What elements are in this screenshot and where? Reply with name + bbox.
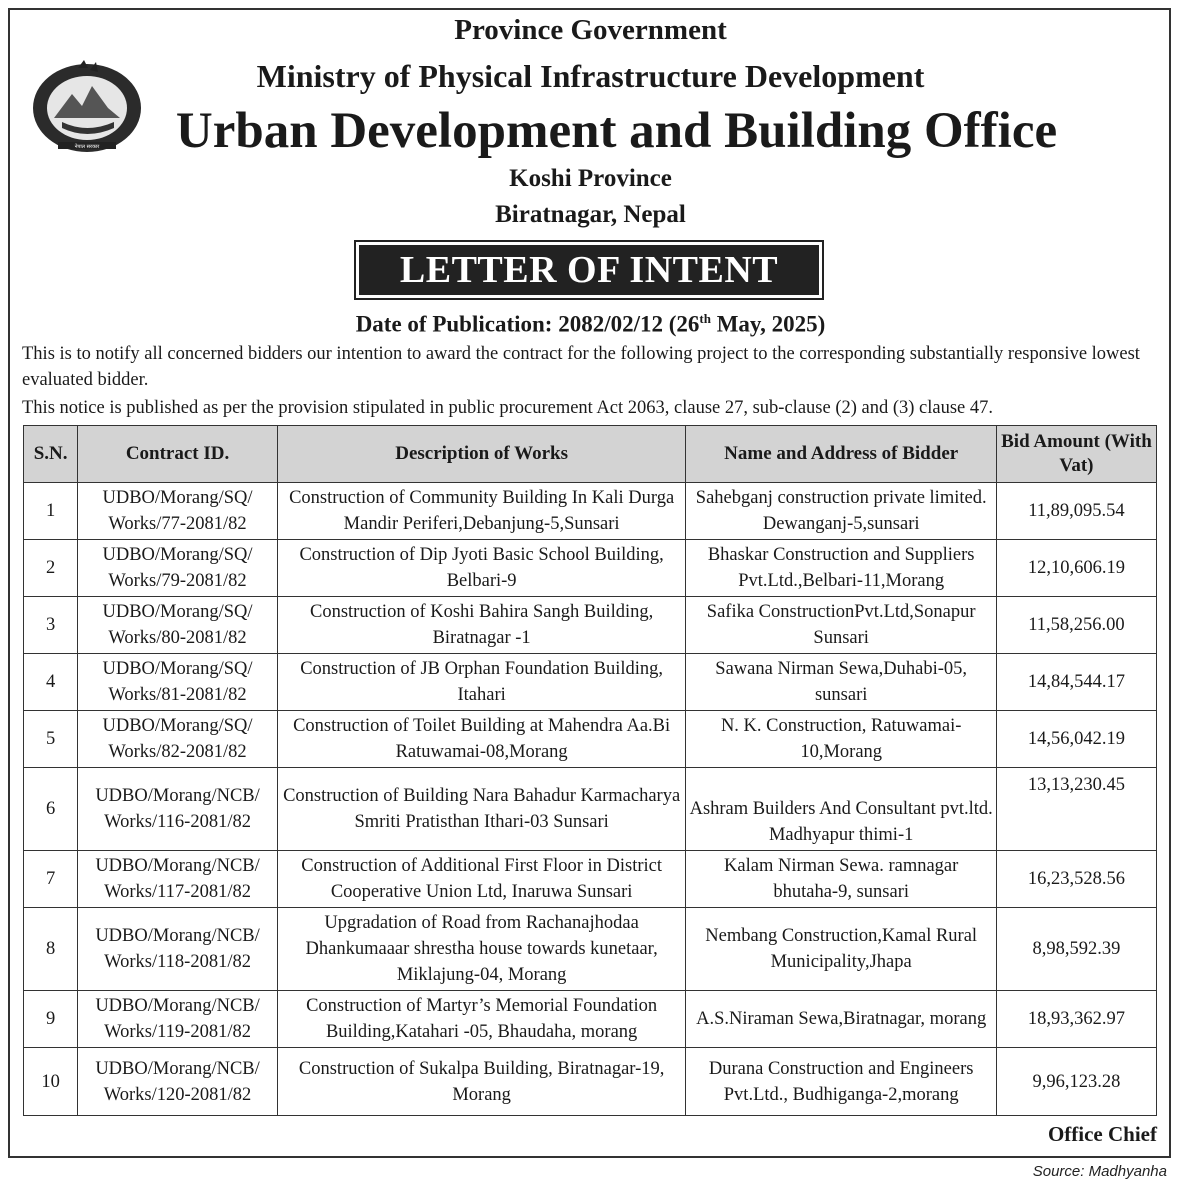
cell-description: Construction of Toilet Building at Mahendra Aa.Bi Ratuwamai-08,Morang <box>277 711 686 768</box>
source-credit: Source: Madhyanha <box>1032 1163 1167 1180</box>
cell-contract-id: UDBO/Morang/SQ/ Works/81-2081/82 <box>78 654 278 711</box>
cell-contract-id: UDBO/Morang/SQ/ Works/77-2081/82 <box>78 483 278 540</box>
office-title: Urban Development and Building Office <box>175 103 1058 159</box>
cell-bidder: A.S.Niraman Sewa,Biratnagar, morang <box>686 991 996 1048</box>
cell-sn: 2 <box>24 540 78 597</box>
cell-contract-id: UDBO/Morang/SQ/ Works/79-2081/82 <box>78 540 278 597</box>
cell-bidder: Durana Construction and Engineers Pvt.Ltd., Budhiganga-2,morang <box>686 1048 996 1116</box>
cell-amount: 18,93,362.97 <box>996 991 1156 1048</box>
cell-sn: 5 <box>24 711 78 768</box>
award-table <box>23 425 1157 1116</box>
table-row <box>24 654 1157 711</box>
header-sn: S.N. <box>24 426 78 483</box>
header-description: Description of Works <box>277 426 686 483</box>
cell-contract-id: UDBO/Morang/NCB/ Works/119-2081/82 <box>78 991 278 1048</box>
cell-sn: 3 <box>24 597 78 654</box>
cell-bidder: Safika ConstructionPvt.Ltd,Sonapur Sunsari <box>686 597 996 654</box>
table-row <box>24 1048 1157 1116</box>
cell-bidder: Sawana Nirman Sewa,Duhabi-05, sunsari <box>686 654 996 711</box>
cell-amount: 11,58,256.00 <box>996 597 1156 654</box>
cell-amount: 11,89,095.54 <box>996 483 1156 540</box>
cell-amount: 13,13,230.45 <box>996 768 1156 851</box>
table-row <box>24 768 1157 851</box>
cell-contract-id: UDBO/Morang/SQ/ Works/80-2081/82 <box>78 597 278 654</box>
cell-description: Construction of Sukalpa Building, Biratnagar-19, Morang <box>277 1048 686 1116</box>
cell-bidder: N. K. Construction, Ratuwamai-10,Morang <box>686 711 996 768</box>
cell-bidder: Ashram Builders And Consultant pvt.ltd. Madhyapur thimi-1 <box>686 768 996 851</box>
cell-contract-id: UDBO/Morang/NCB/ Works/120-2081/82 <box>78 1048 278 1116</box>
table-row <box>24 908 1157 991</box>
cell-sn: 8 <box>24 908 78 991</box>
cell-sn: 1 <box>24 483 78 540</box>
cell-description: Construction of Dip Jyoti Basic School Building, Belbari-9 <box>277 540 686 597</box>
letter-of-intent-title: LETTER OF INTENT <box>359 245 819 295</box>
cell-description: Construction of Building Nara Bahadur Karmacharya Smriti Pratisthan Ithari-03 Sunsari <box>277 768 686 851</box>
cell-description: Construction of JB Orphan Foundation Building, Itahari <box>277 654 686 711</box>
location: Biratnagar, Nepal <box>495 201 686 228</box>
table-row <box>24 851 1157 908</box>
cell-sn: 4 <box>24 654 78 711</box>
cell-bidder: Sahebganj construction private limited. Dewanganj-5,sunsari <box>686 483 996 540</box>
publication-date-sup: th <box>699 311 711 326</box>
table-row <box>24 597 1157 654</box>
cell-bidder: Kalam Nirman Sewa. ramnagar bhutaha-9, sunsari <box>686 851 996 908</box>
cell-description: Construction of Additional First Floor in District Cooperative Union Ltd, Inaruwa Sunsari <box>277 851 686 908</box>
cell-amount: 14,56,042.19 <box>996 711 1156 768</box>
table-header-row <box>24 426 1157 483</box>
header-bidder: Name and Address of Bidder <box>686 426 996 483</box>
cell-amount: 12,10,606.19 <box>996 540 1156 597</box>
publication-date-prefix: Date of Publication: 2082/02/12 (26 <box>355 311 700 337</box>
cell-contract-id: UDBO/Morang/SQ/ Works/82-2081/82 <box>78 711 278 768</box>
cell-contract-id: UDBO/Morang/NCB/ Works/118-2081/82 <box>78 908 278 991</box>
letter-of-intent-banner <box>354 240 824 300</box>
cell-contract-id: UDBO/Morang/NCB/ Works/116-2081/82 <box>78 768 278 851</box>
office-chief-signatory: Office Chief <box>1047 1122 1157 1146</box>
cell-amount: 8,98,592.39 <box>996 908 1156 991</box>
table-row <box>24 991 1157 1048</box>
table-row <box>24 483 1157 540</box>
cell-sn: 7 <box>24 851 78 908</box>
cell-description: Upgradation of Road from Rachanajhodaa Dhankumaaar shrestha house towards kunetaar, Miklajung-04, Morang <box>277 908 686 991</box>
cell-sn: 10 <box>24 1048 78 1116</box>
table-row <box>24 540 1157 597</box>
cell-sn: 9 <box>24 991 78 1048</box>
cell-amount: 14,84,544.17 <box>996 654 1156 711</box>
cell-bidder: Nembang Construction,Kamal Rural Municipality,Jhapa <box>686 908 996 991</box>
intent-paragraph: This is to notify all concerned bidders our intention to award the contract for the following project to the corresponding substantially responsive lowest evaluated bidder. <box>22 344 1140 390</box>
cell-description: Construction of Koshi Bahira Sangh Building, Biratnagar -1 <box>277 597 686 654</box>
svg-text:नेपाल सरकार: नेपाल सरकार <box>74 144 100 150</box>
cell-sn: 6 <box>24 768 78 851</box>
header-contract-id: Contract ID. <box>78 426 278 483</box>
publication-date-suffix: May, 2025) <box>710 311 826 337</box>
publication-date <box>0 311 1181 338</box>
cell-contract-id: UDBO/Morang/NCB/ Works/117-2081/82 <box>78 851 278 908</box>
cell-description: Construction of Martyr’s Memorial Foundation Building,Katahari -05, Bhaudaha, morang <box>277 991 686 1048</box>
cell-description: Construction of Community Building In Kali Durga Mandir Periferi,Debanjung-5,Sunsari <box>277 483 686 540</box>
province-name: Koshi Province <box>509 165 672 192</box>
header-bid-amount: Bid Amount (With Vat) <box>996 426 1156 483</box>
cell-bidder: Bhaskar Construction and Suppliers Pvt.Ltd.,Belbari-11,Morang <box>686 540 996 597</box>
cell-amount: 9,96,123.28 <box>996 1048 1156 1116</box>
cell-amount: 16,23,528.56 <box>996 851 1156 908</box>
province-government-heading: Province Government <box>454 14 727 46</box>
table-row <box>24 711 1157 768</box>
provision-paragraph: This notice is published as per the provision stipulated in public procurement Act 2063, clause 27, sub-clause (2) and (3) clause 47. <box>22 398 994 418</box>
ministry-heading: Ministry of Physical Infrastructure Development <box>256 58 925 94</box>
